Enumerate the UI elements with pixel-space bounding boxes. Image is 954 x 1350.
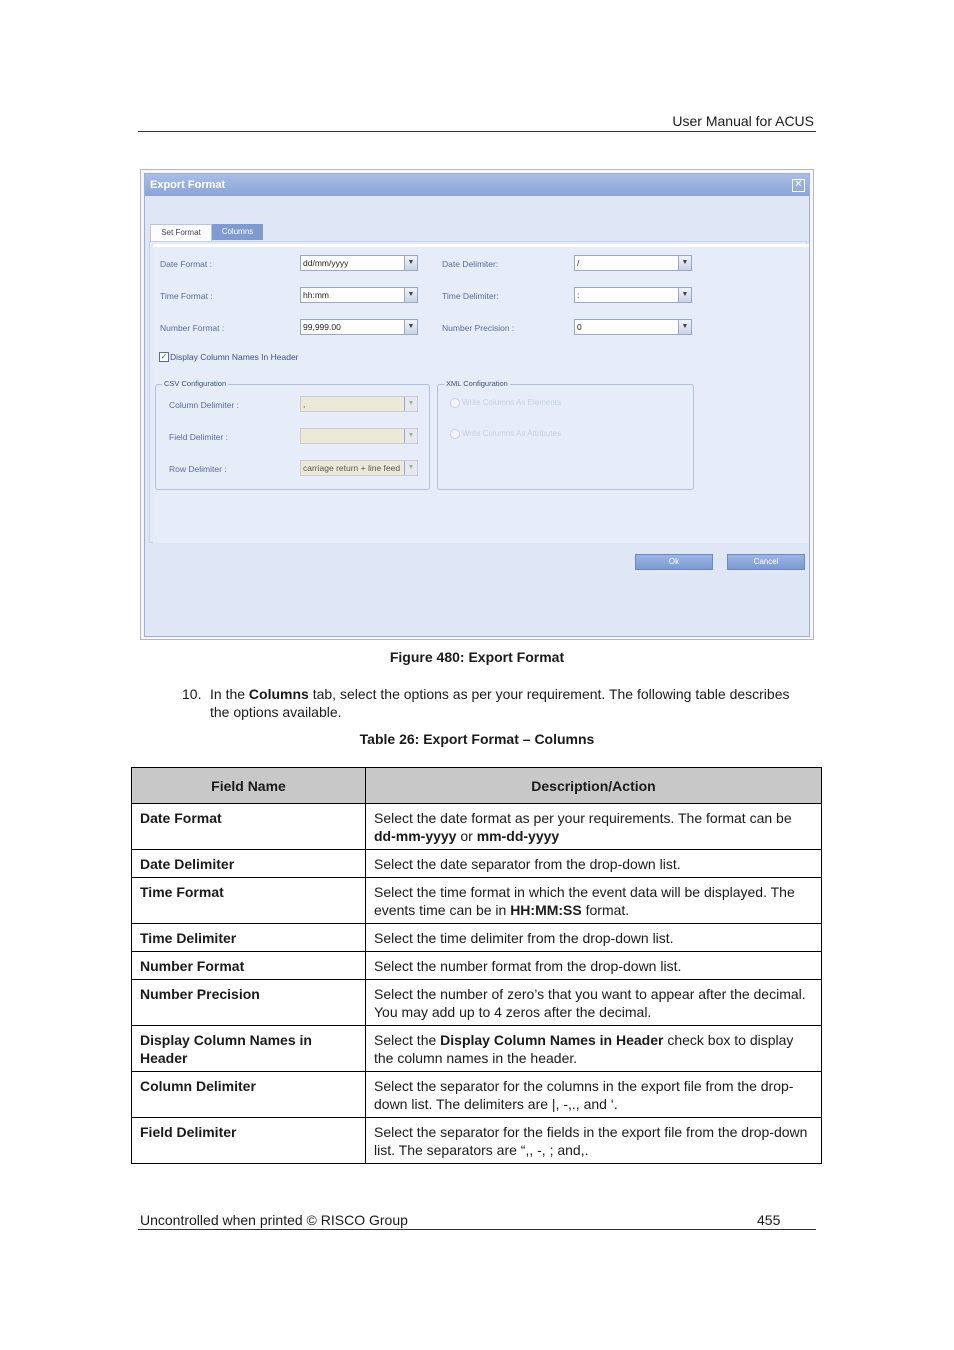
field-name-cell: Time Delimiter [132,924,366,952]
description-cell: Select the Display Column Names in Header check box to display the column names in the header. [366,1026,822,1072]
table-row [132,1118,822,1164]
description-cell: Select the separator for the columns in the export file from the drop-down list. The delimiters are |, -,., and ‘. [366,1072,822,1118]
date-delimiter-value: / [577,258,580,268]
table-row [132,1072,822,1118]
chevron-down-icon[interactable]: ▼ [678,288,691,302]
time-format-label: Time Format : [160,291,213,301]
column-header: Field Name [132,768,366,804]
xml-configuration-legend: XML Configuration [446,379,508,388]
dialog-title: Export Format [145,174,809,196]
table-row [132,980,822,1026]
table-row [132,804,822,850]
export-format-screenshot [140,169,814,640]
footer-rule [138,1229,816,1230]
columns-table [131,767,822,1164]
chevron-down-icon[interactable]: ▼ [678,320,691,334]
number-format-value: 99,999.00 [303,322,341,332]
description-cell: Select the time delimiter from the drop-down list. [366,924,822,952]
csv-configuration-group [155,379,430,490]
table-caption: Table 26: Export Format – Columns [359,731,595,747]
set-format-content [153,244,809,543]
field-name-cell: Column Delimiter [132,1072,366,1118]
chevron-down-icon[interactable]: ▼ [404,288,417,302]
chevron-down-icon[interactable]: ▼ [404,461,417,475]
write-as-attributes-radio[interactable] [450,429,460,439]
footer-copyright: Uncontrolled when printed © RISCO Group [140,1212,408,1228]
column-delimiter-select[interactable] [300,396,418,412]
step-text: In the Columns tab, select the options as per your requirement. The following table describes the options available. [210,686,790,720]
figure-caption: Figure 480: Export Format [389,649,565,665]
time-format-select[interactable] [300,287,418,303]
time-delimiter-select[interactable] [574,287,692,303]
row-delimiter-value: carriage return + line feed [303,463,401,473]
number-precision-select[interactable] [574,319,692,335]
field-name-cell: Field Delimiter [132,1118,366,1164]
number-precision-value: 0 [577,322,582,332]
close-icon[interactable]: ✕ [792,179,805,192]
step-number: 10. [182,686,202,702]
table-row [132,952,822,980]
number-precision-label: Number Precision : [442,323,515,333]
field-name-cell: Time Format [132,878,366,924]
column-delimiter-value: , [303,399,306,409]
number-format-select[interactable] [300,319,418,335]
time-delimiter-value: : [577,290,580,300]
table-row [132,850,822,878]
description-cell: Select the time format in which the event data will be displayed. The events time can be in HH:MM:SS format. [366,878,822,924]
description-cell: Select the date separator from the drop-down list. [366,850,822,878]
display-column-names-checkbox[interactable]: ✓ [160,352,168,361]
field-name-cell: Date Delimiter [132,850,366,878]
cancel-button[interactable]: Cancel [727,554,805,570]
date-format-value: dd/mm/yyyy [303,258,349,268]
xml-configuration-group [437,379,694,490]
export-format-dialog [144,173,810,637]
column-delimiter-label: Column Delimiter : [169,400,239,410]
field-delimiter-label: Field Delimiter : [169,432,229,442]
write-as-elements-label: Write Columns As Elements [462,398,561,407]
time-delimiter-label: Time Delimiter: [442,291,499,301]
chevron-down-icon[interactable]: ▼ [678,256,691,270]
running-header: User Manual for ACUS [672,113,814,129]
field-delimiter-select[interactable] [300,428,418,444]
date-format-label: Date Format : [160,259,212,269]
description-cell: Select the number of zero’s that you want to appear after the decimal. You may add up to 4 zeros after the decimal. [366,980,822,1026]
chevron-down-icon[interactable]: ▼ [404,429,417,443]
date-delimiter-select[interactable] [574,255,692,271]
table-row [132,878,822,924]
row-delimiter-select[interactable] [300,460,418,476]
ok-button[interactable]: Ok [635,554,713,570]
set-format-panel [149,241,807,543]
write-as-elements-radio[interactable] [450,398,460,408]
page-number: 455 [757,1212,781,1228]
field-name-cell: Number Format [132,952,366,980]
tab-columns[interactable]: Columns [212,224,263,240]
time-format-value: hh:mm [303,290,329,300]
csv-configuration-legend: CSV Configuration [164,379,227,388]
table-row [132,1026,822,1072]
tab-set-format[interactable]: Set Format [150,224,212,241]
date-delimiter-label: Date Delimiter: [442,259,499,269]
row-delimiter-label: Row Delimiter : [169,464,227,474]
table-row [132,924,822,952]
field-name-cell: Number Precision [132,980,366,1026]
column-header: Description/Action [366,768,822,804]
description-cell: Select the separator for the fields in the export file from the drop-down list. The separators are “,, -, ; and,. [366,1118,822,1164]
description-cell: Select the number format from the drop-down list. [366,952,822,980]
description-cell: Select the date format as per your requirements. The format can be dd-mm-yyyy or mm-dd-yyyy [366,804,822,850]
field-name-cell: Date Format [132,804,366,850]
chevron-down-icon[interactable]: ▼ [404,397,417,411]
write-as-attributes-label: Write Columns As Attributes [462,429,561,438]
date-format-select[interactable] [300,255,418,271]
number-format-label: Number Format : [160,323,225,333]
display-column-names-label: Display Column Names In Header [170,352,299,362]
chevron-down-icon[interactable]: ▼ [404,256,417,270]
header-rule [138,131,816,132]
table-header-row [132,768,822,804]
field-name-cell: Display Column Names in Header [132,1026,366,1072]
chevron-down-icon[interactable]: ▼ [404,320,417,334]
